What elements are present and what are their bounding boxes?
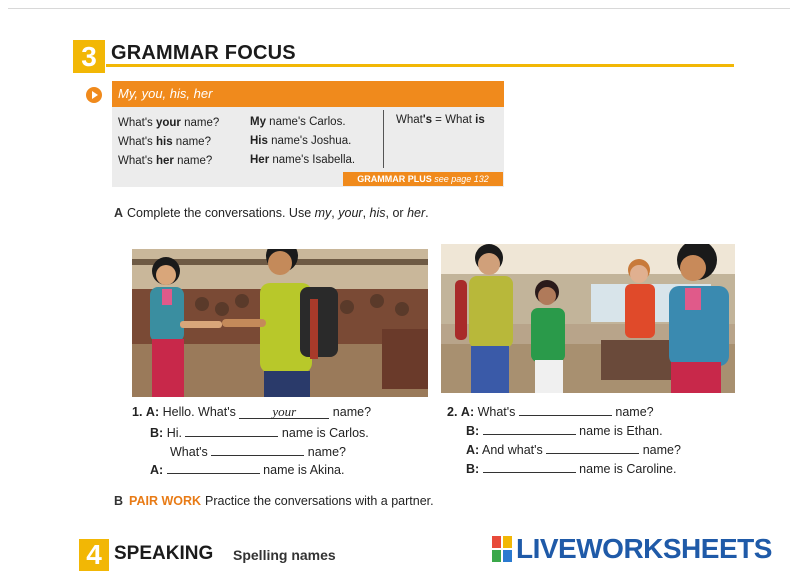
grammar-question: What's his name? [118,136,211,148]
grammar-answer: Her name's Isabella. [250,154,356,166]
section-number: 3 [73,40,105,73]
answer-blank[interactable] [546,441,639,454]
section-rule [106,64,734,67]
section-title: SPEAKING [114,543,214,564]
top-border [8,8,790,9]
illustration-ethan-caroline [441,244,735,393]
conv1-line-2: B: Hi. name is Carlos. [150,426,369,440]
section-title: GRAMMAR FOCUS [111,42,296,64]
exercise-a-instruction: A Complete the conversations. Use my, your, his, or her. [114,206,429,220]
answer-blank[interactable] [167,461,260,474]
answer-blank[interactable] [483,422,576,435]
grammar-contraction: What's = What is [396,114,485,126]
answer-blank[interactable]: your [239,406,329,419]
grammar-answer: His name's Joshua. [250,135,352,147]
conv2-line-2: B: name is Ethan. [466,424,663,438]
exercise-b-instruction: B PAIR WORK Practice the conversations with a partner. [114,494,434,508]
grammar-plus-link[interactable]: GRAMMAR PLUS see page 132 [343,172,503,186]
answer-blank[interactable] [519,403,612,416]
liveworksheets-logo: LIVEWORKSHEETS [516,533,772,564]
conv2-line-3: A: And what's name? [466,443,681,457]
answer-blank[interactable] [185,424,278,437]
grammar-title: My, you, his, her [118,86,213,101]
liveworksheets-logo-icon [492,536,512,562]
conv1-line-1: 1. A: Hello. What's your name? [132,404,372,419]
conv2-line-4: B: name is Caroline. [466,462,677,476]
grammar-question: What's your name? [118,117,220,129]
illustration-carlos-akina [132,249,428,397]
section-subtitle: Spelling names [233,547,336,563]
conv1-line-4: A: name is Akina. [150,463,345,477]
answer-blank[interactable] [483,460,576,473]
grammar-answer: My name's Carlos. [250,116,346,128]
conv2-line-1: 2. A: What's name? [447,405,654,419]
audio-play-icon[interactable] [86,87,102,103]
section-number: 4 [79,539,109,571]
conv1-line-3: What's name? [170,445,346,459]
grammar-divider [383,110,384,168]
answer-blank[interactable] [211,443,304,456]
grammar-question: What's her name? [118,155,213,167]
